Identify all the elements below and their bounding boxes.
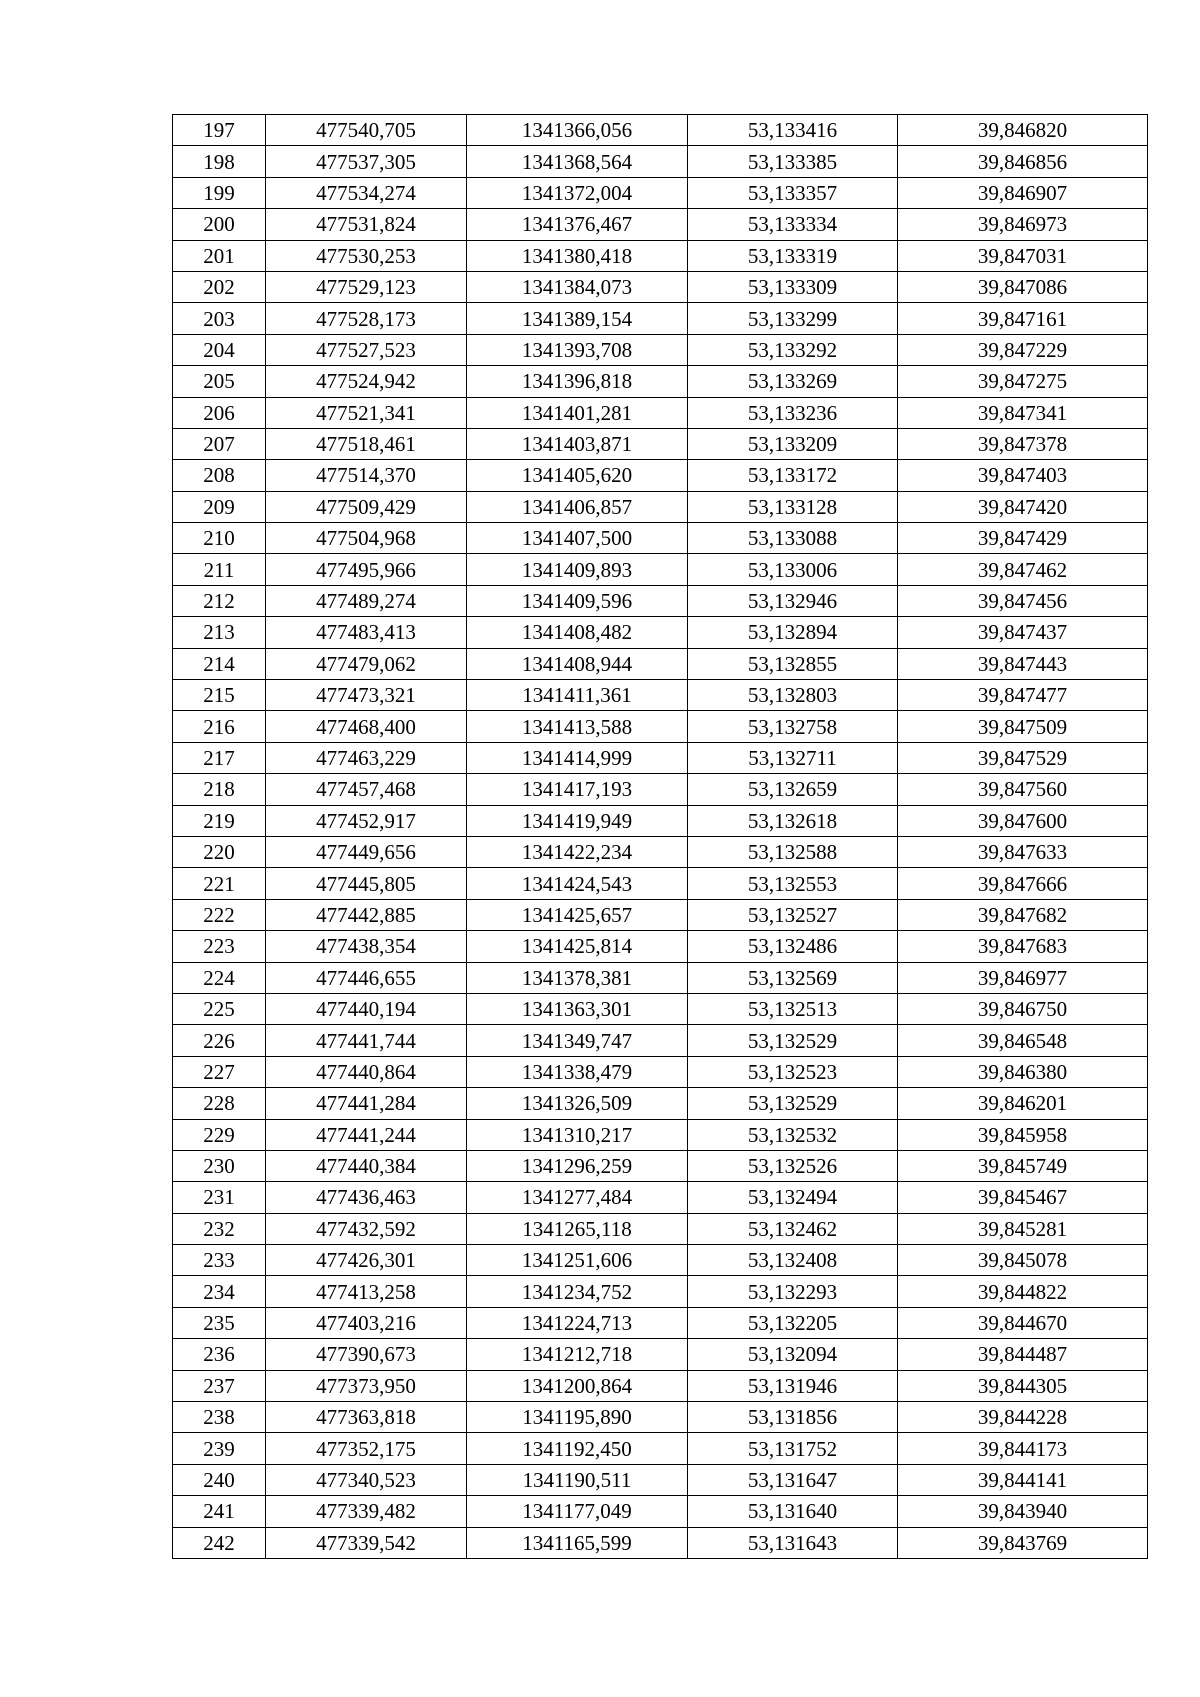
x-coordinate-cell: 477468,400 [266, 711, 467, 742]
table-row [173, 836, 1148, 867]
table-row [173, 460, 1148, 491]
longitude-cell: 39,847529 [898, 742, 1148, 773]
y-coordinate-cell: 1341393,708 [467, 334, 688, 365]
point-number-cell: 242 [173, 1527, 266, 1558]
y-coordinate-cell: 1341296,259 [467, 1150, 688, 1181]
y-coordinate-cell: 1341407,500 [467, 523, 688, 554]
point-number-cell: 236 [173, 1339, 266, 1370]
latitude-cell: 53,133236 [688, 397, 898, 428]
point-number-cell: 223 [173, 931, 266, 962]
longitude-cell: 39,844487 [898, 1339, 1148, 1370]
point-number-cell: 241 [173, 1496, 266, 1527]
x-coordinate-cell: 477413,258 [266, 1276, 467, 1307]
latitude-cell: 53,131647 [688, 1464, 898, 1495]
latitude-cell: 53,132523 [688, 1056, 898, 1087]
table-row [173, 805, 1148, 836]
latitude-cell: 53,133128 [688, 491, 898, 522]
x-coordinate-cell: 477446,655 [266, 962, 467, 993]
table-row [173, 1119, 1148, 1150]
y-coordinate-cell: 1341414,999 [467, 742, 688, 773]
longitude-cell: 39,847031 [898, 240, 1148, 271]
latitude-cell: 53,133309 [688, 271, 898, 302]
x-coordinate-cell: 477390,673 [266, 1339, 467, 1370]
y-coordinate-cell: 1341408,944 [467, 648, 688, 679]
latitude-cell: 53,133006 [688, 554, 898, 585]
latitude-cell: 53,133269 [688, 366, 898, 397]
y-coordinate-cell: 1341384,073 [467, 271, 688, 302]
table-row [173, 1464, 1148, 1495]
x-coordinate-cell: 477534,274 [266, 177, 467, 208]
longitude-cell: 39,847229 [898, 334, 1148, 365]
longitude-cell: 39,847420 [898, 491, 1148, 522]
y-coordinate-cell: 1341411,361 [467, 680, 688, 711]
point-number-cell: 199 [173, 177, 266, 208]
latitude-cell: 53,133209 [688, 428, 898, 459]
latitude-cell: 53,132758 [688, 711, 898, 742]
y-coordinate-cell: 1341200,864 [467, 1370, 688, 1401]
x-coordinate-cell: 477441,284 [266, 1088, 467, 1119]
longitude-cell: 39,847682 [898, 899, 1148, 930]
table-row [173, 1056, 1148, 1087]
longitude-cell: 39,847456 [898, 585, 1148, 616]
x-coordinate-cell: 477445,805 [266, 868, 467, 899]
table-row [173, 240, 1148, 271]
y-coordinate-cell: 1341234,752 [467, 1276, 688, 1307]
longitude-cell: 39,844173 [898, 1433, 1148, 1464]
longitude-cell: 39,847560 [898, 774, 1148, 805]
latitude-cell: 53,132094 [688, 1339, 898, 1370]
longitude-cell: 39,847443 [898, 648, 1148, 679]
latitude-cell: 53,132486 [688, 931, 898, 962]
table-row [173, 1402, 1148, 1433]
point-number-cell: 204 [173, 334, 266, 365]
latitude-cell: 53,132408 [688, 1245, 898, 1276]
latitude-cell: 53,132711 [688, 742, 898, 773]
y-coordinate-cell: 1341190,511 [467, 1464, 688, 1495]
x-coordinate-cell: 477432,592 [266, 1213, 467, 1244]
longitude-cell: 39,847666 [898, 868, 1148, 899]
point-number-cell: 222 [173, 899, 266, 930]
x-coordinate-cell: 477373,950 [266, 1370, 467, 1401]
y-coordinate-cell: 1341165,599 [467, 1527, 688, 1558]
x-coordinate-cell: 477537,305 [266, 146, 467, 177]
longitude-cell: 39,847429 [898, 523, 1148, 554]
x-coordinate-cell: 477457,468 [266, 774, 467, 805]
y-coordinate-cell: 1341401,281 [467, 397, 688, 428]
longitude-cell: 39,844228 [898, 1402, 1148, 1433]
table-row [173, 1527, 1148, 1558]
point-number-cell: 238 [173, 1402, 266, 1433]
x-coordinate-cell: 477440,384 [266, 1150, 467, 1181]
y-coordinate-cell: 1341363,301 [467, 993, 688, 1024]
point-number-cell: 213 [173, 617, 266, 648]
x-coordinate-cell: 477339,542 [266, 1527, 467, 1558]
point-number-cell: 235 [173, 1307, 266, 1338]
y-coordinate-cell: 1341409,596 [467, 585, 688, 616]
point-number-cell: 211 [173, 554, 266, 585]
longitude-cell: 39,847633 [898, 836, 1148, 867]
point-number-cell: 232 [173, 1213, 266, 1244]
point-number-cell: 210 [173, 523, 266, 554]
longitude-cell: 39,846548 [898, 1025, 1148, 1056]
y-coordinate-cell: 1341413,588 [467, 711, 688, 742]
table-row [173, 774, 1148, 805]
point-number-cell: 224 [173, 962, 266, 993]
y-coordinate-cell: 1341310,217 [467, 1119, 688, 1150]
table-row [173, 1370, 1148, 1401]
longitude-cell: 39,844141 [898, 1464, 1148, 1495]
longitude-cell: 39,847341 [898, 397, 1148, 428]
y-coordinate-cell: 1341405,620 [467, 460, 688, 491]
y-coordinate-cell: 1341403,871 [467, 428, 688, 459]
longitude-cell: 39,846973 [898, 209, 1148, 240]
y-coordinate-cell: 1341195,890 [467, 1402, 688, 1433]
table-row [173, 1150, 1148, 1181]
point-number-cell: 214 [173, 648, 266, 679]
x-coordinate-cell: 477479,062 [266, 648, 467, 679]
table-row [173, 648, 1148, 679]
table-row [173, 271, 1148, 302]
x-coordinate-cell: 477531,824 [266, 209, 467, 240]
y-coordinate-cell: 1341212,718 [467, 1339, 688, 1370]
latitude-cell: 53,133416 [688, 115, 898, 146]
x-coordinate-cell: 477340,523 [266, 1464, 467, 1495]
x-coordinate-cell: 477530,253 [266, 240, 467, 271]
latitude-cell: 53,132588 [688, 836, 898, 867]
point-number-cell: 217 [173, 742, 266, 773]
x-coordinate-cell: 477521,341 [266, 397, 467, 428]
coordinates-table [172, 114, 1148, 1559]
y-coordinate-cell: 1341372,004 [467, 177, 688, 208]
latitude-cell: 53,131752 [688, 1433, 898, 1464]
latitude-cell: 53,132494 [688, 1182, 898, 1213]
table-row [173, 680, 1148, 711]
longitude-cell: 39,847161 [898, 303, 1148, 334]
x-coordinate-cell: 477483,413 [266, 617, 467, 648]
latitude-cell: 53,132532 [688, 1119, 898, 1150]
y-coordinate-cell: 1341338,479 [467, 1056, 688, 1087]
point-number-cell: 206 [173, 397, 266, 428]
x-coordinate-cell: 477509,429 [266, 491, 467, 522]
latitude-cell: 53,132946 [688, 585, 898, 616]
x-coordinate-cell: 477438,354 [266, 931, 467, 962]
latitude-cell: 53,132527 [688, 899, 898, 930]
longitude-cell: 39,844822 [898, 1276, 1148, 1307]
latitude-cell: 53,132894 [688, 617, 898, 648]
x-coordinate-cell: 477339,482 [266, 1496, 467, 1527]
longitude-cell: 39,845467 [898, 1182, 1148, 1213]
table-row [173, 1307, 1148, 1338]
longitude-cell: 39,846201 [898, 1088, 1148, 1119]
longitude-cell: 39,847086 [898, 271, 1148, 302]
longitude-cell: 39,845078 [898, 1245, 1148, 1276]
longitude-cell: 39,844670 [898, 1307, 1148, 1338]
latitude-cell: 53,133292 [688, 334, 898, 365]
table-row [173, 962, 1148, 993]
table-row [173, 1182, 1148, 1213]
latitude-cell: 53,133385 [688, 146, 898, 177]
y-coordinate-cell: 1341368,564 [467, 146, 688, 177]
longitude-cell: 39,846820 [898, 115, 1148, 146]
longitude-cell: 39,846977 [898, 962, 1148, 993]
y-coordinate-cell: 1341265,118 [467, 1213, 688, 1244]
point-number-cell: 237 [173, 1370, 266, 1401]
table-row [173, 617, 1148, 648]
y-coordinate-cell: 1341408,482 [467, 617, 688, 648]
table-row [173, 146, 1148, 177]
table-row [173, 428, 1148, 459]
x-coordinate-cell: 477363,818 [266, 1402, 467, 1433]
point-number-cell: 207 [173, 428, 266, 459]
latitude-cell: 53,132569 [688, 962, 898, 993]
latitude-cell: 53,132529 [688, 1088, 898, 1119]
y-coordinate-cell: 1341224,713 [467, 1307, 688, 1338]
y-coordinate-cell: 1341378,381 [467, 962, 688, 993]
table-row [173, 177, 1148, 208]
latitude-cell: 53,131946 [688, 1370, 898, 1401]
longitude-cell: 39,843940 [898, 1496, 1148, 1527]
point-number-cell: 218 [173, 774, 266, 805]
longitude-cell: 39,847275 [898, 366, 1148, 397]
x-coordinate-cell: 477452,917 [266, 805, 467, 836]
point-number-cell: 221 [173, 868, 266, 899]
latitude-cell: 53,132659 [688, 774, 898, 805]
latitude-cell: 53,132205 [688, 1307, 898, 1338]
y-coordinate-cell: 1341409,893 [467, 554, 688, 585]
latitude-cell: 53,132618 [688, 805, 898, 836]
point-number-cell: 198 [173, 146, 266, 177]
latitude-cell: 53,133319 [688, 240, 898, 271]
x-coordinate-cell: 477540,705 [266, 115, 467, 146]
latitude-cell: 53,133334 [688, 209, 898, 240]
longitude-cell: 39,844305 [898, 1370, 1148, 1401]
longitude-cell: 39,847600 [898, 805, 1148, 836]
x-coordinate-cell: 477528,173 [266, 303, 467, 334]
longitude-cell: 39,847403 [898, 460, 1148, 491]
point-number-cell: 203 [173, 303, 266, 334]
y-coordinate-cell: 1341425,814 [467, 931, 688, 962]
longitude-cell: 39,847509 [898, 711, 1148, 742]
point-number-cell: 205 [173, 366, 266, 397]
point-number-cell: 231 [173, 1182, 266, 1213]
point-number-cell: 234 [173, 1276, 266, 1307]
point-number-cell: 225 [173, 993, 266, 1024]
longitude-cell: 39,847683 [898, 931, 1148, 962]
y-coordinate-cell: 1341425,657 [467, 899, 688, 930]
table-row [173, 397, 1148, 428]
longitude-cell: 39,846380 [898, 1056, 1148, 1087]
latitude-cell: 53,132529 [688, 1025, 898, 1056]
y-coordinate-cell: 1341376,467 [467, 209, 688, 240]
y-coordinate-cell: 1341326,509 [467, 1088, 688, 1119]
point-number-cell: 220 [173, 836, 266, 867]
point-number-cell: 209 [173, 491, 266, 522]
table-row [173, 1025, 1148, 1056]
latitude-cell: 53,131643 [688, 1527, 898, 1558]
x-coordinate-cell: 477495,966 [266, 554, 467, 585]
table-row [173, 1245, 1148, 1276]
x-coordinate-cell: 477527,523 [266, 334, 467, 365]
point-number-cell: 212 [173, 585, 266, 616]
y-coordinate-cell: 1341192,450 [467, 1433, 688, 1464]
table-row [173, 931, 1148, 962]
x-coordinate-cell: 477426,301 [266, 1245, 467, 1276]
x-coordinate-cell: 477504,968 [266, 523, 467, 554]
point-number-cell: 233 [173, 1245, 266, 1276]
y-coordinate-cell: 1341366,056 [467, 115, 688, 146]
x-coordinate-cell: 477473,321 [266, 680, 467, 711]
x-coordinate-cell: 477441,244 [266, 1119, 467, 1150]
x-coordinate-cell: 477441,744 [266, 1025, 467, 1056]
table-row [173, 899, 1148, 930]
latitude-cell: 53,131856 [688, 1402, 898, 1433]
y-coordinate-cell: 1341396,818 [467, 366, 688, 397]
table-row [173, 993, 1148, 1024]
x-coordinate-cell: 477442,885 [266, 899, 467, 930]
latitude-cell: 53,133357 [688, 177, 898, 208]
x-coordinate-cell: 477449,656 [266, 836, 467, 867]
x-coordinate-cell: 477436,463 [266, 1182, 467, 1213]
x-coordinate-cell: 477524,942 [266, 366, 467, 397]
table-row [173, 868, 1148, 899]
point-number-cell: 208 [173, 460, 266, 491]
longitude-cell: 39,845281 [898, 1213, 1148, 1244]
y-coordinate-cell: 1341419,949 [467, 805, 688, 836]
table-row [173, 1276, 1148, 1307]
table-row [173, 115, 1148, 146]
y-coordinate-cell: 1341251,606 [467, 1245, 688, 1276]
table-row [173, 1088, 1148, 1119]
longitude-cell: 39,843769 [898, 1527, 1148, 1558]
point-number-cell: 200 [173, 209, 266, 240]
table-row [173, 523, 1148, 554]
x-coordinate-cell: 477403,216 [266, 1307, 467, 1338]
table-row [173, 585, 1148, 616]
latitude-cell: 53,132293 [688, 1276, 898, 1307]
longitude-cell: 39,846750 [898, 993, 1148, 1024]
point-number-cell: 228 [173, 1088, 266, 1119]
point-number-cell: 202 [173, 271, 266, 302]
coordinates-table-body [173, 115, 1148, 1559]
longitude-cell: 39,847477 [898, 680, 1148, 711]
x-coordinate-cell: 477529,123 [266, 271, 467, 302]
latitude-cell: 53,133088 [688, 523, 898, 554]
x-coordinate-cell: 477463,229 [266, 742, 467, 773]
y-coordinate-cell: 1341422,234 [467, 836, 688, 867]
table-row [173, 303, 1148, 334]
x-coordinate-cell: 477489,274 [266, 585, 467, 616]
y-coordinate-cell: 1341406,857 [467, 491, 688, 522]
table-row [173, 1496, 1148, 1527]
table-row [173, 209, 1148, 240]
y-coordinate-cell: 1341349,747 [467, 1025, 688, 1056]
point-number-cell: 219 [173, 805, 266, 836]
y-coordinate-cell: 1341417,193 [467, 774, 688, 805]
latitude-cell: 53,132513 [688, 993, 898, 1024]
point-number-cell: 201 [173, 240, 266, 271]
table-row [173, 334, 1148, 365]
y-coordinate-cell: 1341424,543 [467, 868, 688, 899]
point-number-cell: 216 [173, 711, 266, 742]
latitude-cell: 53,132526 [688, 1150, 898, 1181]
table-row [173, 1339, 1148, 1370]
point-number-cell: 197 [173, 115, 266, 146]
point-number-cell: 215 [173, 680, 266, 711]
table-row [173, 711, 1148, 742]
point-number-cell: 240 [173, 1464, 266, 1495]
y-coordinate-cell: 1341389,154 [467, 303, 688, 334]
table-row [173, 1433, 1148, 1464]
latitude-cell: 53,133172 [688, 460, 898, 491]
table-row [173, 491, 1148, 522]
x-coordinate-cell: 477518,461 [266, 428, 467, 459]
point-number-cell: 226 [173, 1025, 266, 1056]
table-row [173, 366, 1148, 397]
latitude-cell: 53,131640 [688, 1496, 898, 1527]
point-number-cell: 229 [173, 1119, 266, 1150]
table-row [173, 742, 1148, 773]
y-coordinate-cell: 1341380,418 [467, 240, 688, 271]
longitude-cell: 39,846856 [898, 146, 1148, 177]
longitude-cell: 39,847437 [898, 617, 1148, 648]
point-number-cell: 239 [173, 1433, 266, 1464]
point-number-cell: 230 [173, 1150, 266, 1181]
point-number-cell: 227 [173, 1056, 266, 1087]
x-coordinate-cell: 477352,175 [266, 1433, 467, 1464]
y-coordinate-cell: 1341177,049 [467, 1496, 688, 1527]
longitude-cell: 39,846907 [898, 177, 1148, 208]
x-coordinate-cell: 477440,194 [266, 993, 467, 1024]
longitude-cell: 39,845749 [898, 1150, 1148, 1181]
longitude-cell: 39,845958 [898, 1119, 1148, 1150]
y-coordinate-cell: 1341277,484 [467, 1182, 688, 1213]
longitude-cell: 39,847462 [898, 554, 1148, 585]
latitude-cell: 53,133299 [688, 303, 898, 334]
table-row [173, 1213, 1148, 1244]
longitude-cell: 39,847378 [898, 428, 1148, 459]
latitude-cell: 53,132803 [688, 680, 898, 711]
latitude-cell: 53,132855 [688, 648, 898, 679]
x-coordinate-cell: 477514,370 [266, 460, 467, 491]
x-coordinate-cell: 477440,864 [266, 1056, 467, 1087]
latitude-cell: 53,132553 [688, 868, 898, 899]
table-row [173, 554, 1148, 585]
latitude-cell: 53,132462 [688, 1213, 898, 1244]
